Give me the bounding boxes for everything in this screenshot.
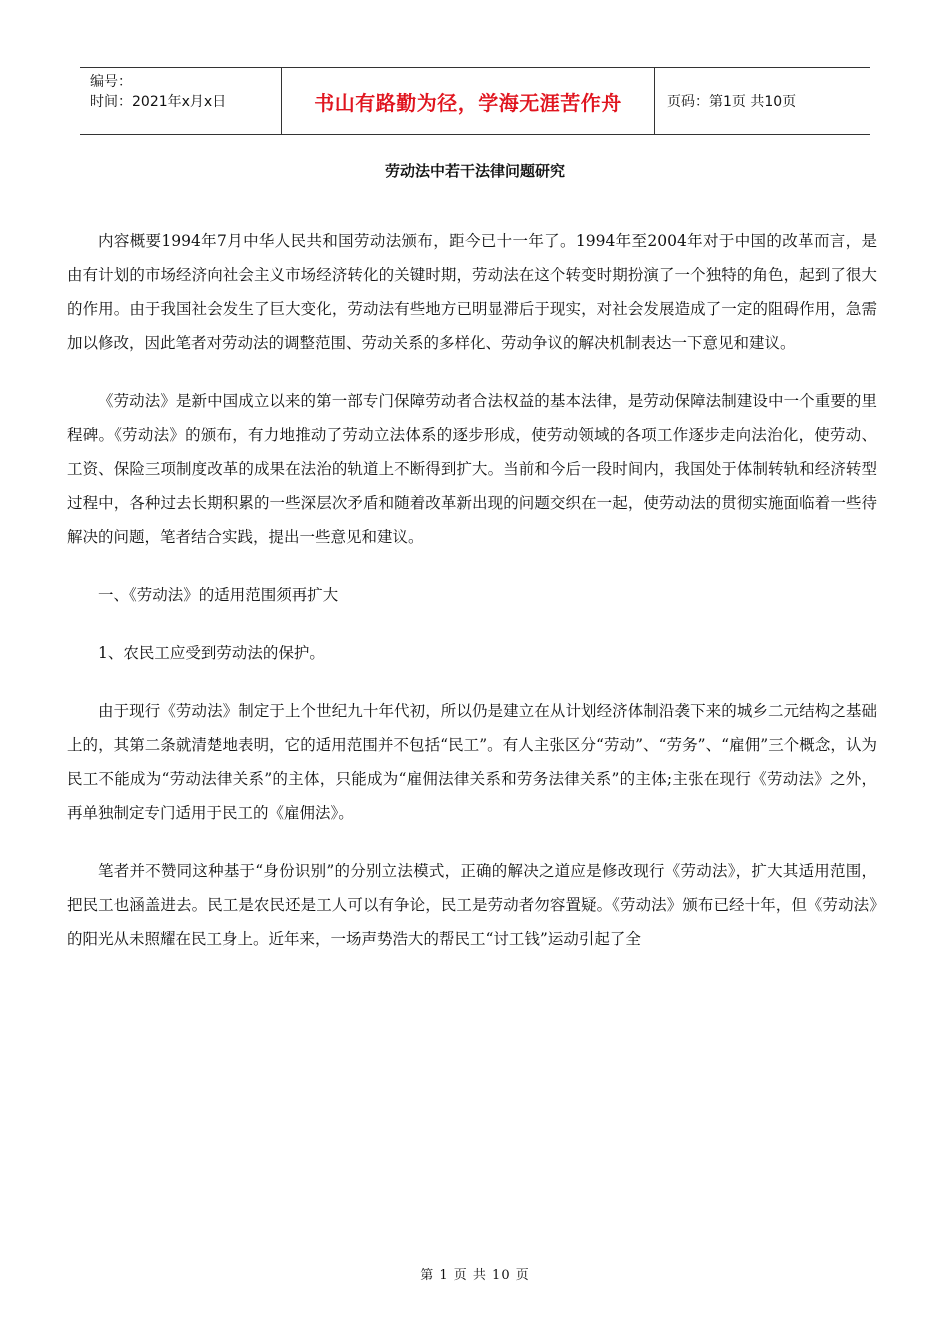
paragraph-body: 由于现行《劳动法》制定于上个世纪九十年代初，所以仍是建立在从计划经济体制沿袭下来的城乡二元结构之基础上的，其第二条就清楚地表明，它的适用范围并不包括“民工”。有人主张区分“劳动”、“劳务”、“雇佣”三个概念，认为民工不能成为“劳动法律关系”的主体，只能成为“雇佣法律关系和劳务法律关系”的主体;主张在现行《劳动法》之外，再单独制定专门适用于民工的《雇佣法》。 xyxy=(67,702,877,822)
header-page-number: 页码：第1页 共10页 xyxy=(667,94,797,110)
header-meta xyxy=(80,68,282,134)
page-header xyxy=(80,67,870,135)
document-body xyxy=(67,224,877,980)
paragraph-intro: 《劳动法》是新中国成立以来的第一部专门保障劳动者合法权益的基本法律，是劳动保障法制建设中一个重要的里程碑。《劳动法》的颁布，有力地推动了劳动立法体系的逐步形成，使劳动领域的各项工作逐步走向法治化，使劳动、工资、保险三项制度改革的成果在法治的轨道上不断得到扩大。当前和今后一段时间内，我国处于体制转轨和经济转型过程中，各种过去长期积累的一些深层次矛盾和随着改革新出现的问题交织在一起，使劳动法的贯彻实施面临着一些待解决的问题，笔者结合实践，提出一些意见和建议。 xyxy=(67,392,877,546)
header-motto: 书山有路勤为径，学海无涯苦作舟 xyxy=(282,68,655,134)
section-heading: 一、《劳动法》的适用范围须再扩大 xyxy=(98,586,339,604)
document-number-label: 编号： xyxy=(90,74,132,90)
document-title: 劳动法中若干法律问题研究 xyxy=(384,162,565,180)
paragraph-summary: 内容概要1994年7月中华人民共和国劳动法颁布，距今已十一年了。1994年至2004年对于中国的改革而言，是由有计划的市场经济向社会主义市场经济转化的关键时期，劳动法在这个转变时期扮演了一个独特的角色，起到了很大的作用。由于我国社会发生了巨大变化，劳动法有些地方已明显滞后于现实，对社会发展造成了一定的阻碍作用，急需加以修改，因此笔者对劳动法的调整范围、劳动关系的多样化、劳动争议的解决机制表达一下意见和建议。 xyxy=(67,232,877,352)
paragraph-body: 笔者并不赞同这种基于“身份识别”的分别立法模式，正确的解决之道应是修改现行《劳动法》，扩大其适用范围，把民工也涵盖进去。民工是农民还是工人可以有争论，民工是劳动者勿容置疑。《劳动法》颁布已经十年，但《劳动法》的阳光从未照耀在民工身上。近年来，一场声势浩大的帮民工“讨工钱”运动引起了全 xyxy=(67,862,877,948)
document-date-label: 时间：2021年x月x日 xyxy=(90,94,227,110)
subsection-heading: 1、农民工应受到劳动法的保护。 xyxy=(98,644,325,662)
page-footer: 第 1 页 共 10 页 xyxy=(420,1268,530,1283)
